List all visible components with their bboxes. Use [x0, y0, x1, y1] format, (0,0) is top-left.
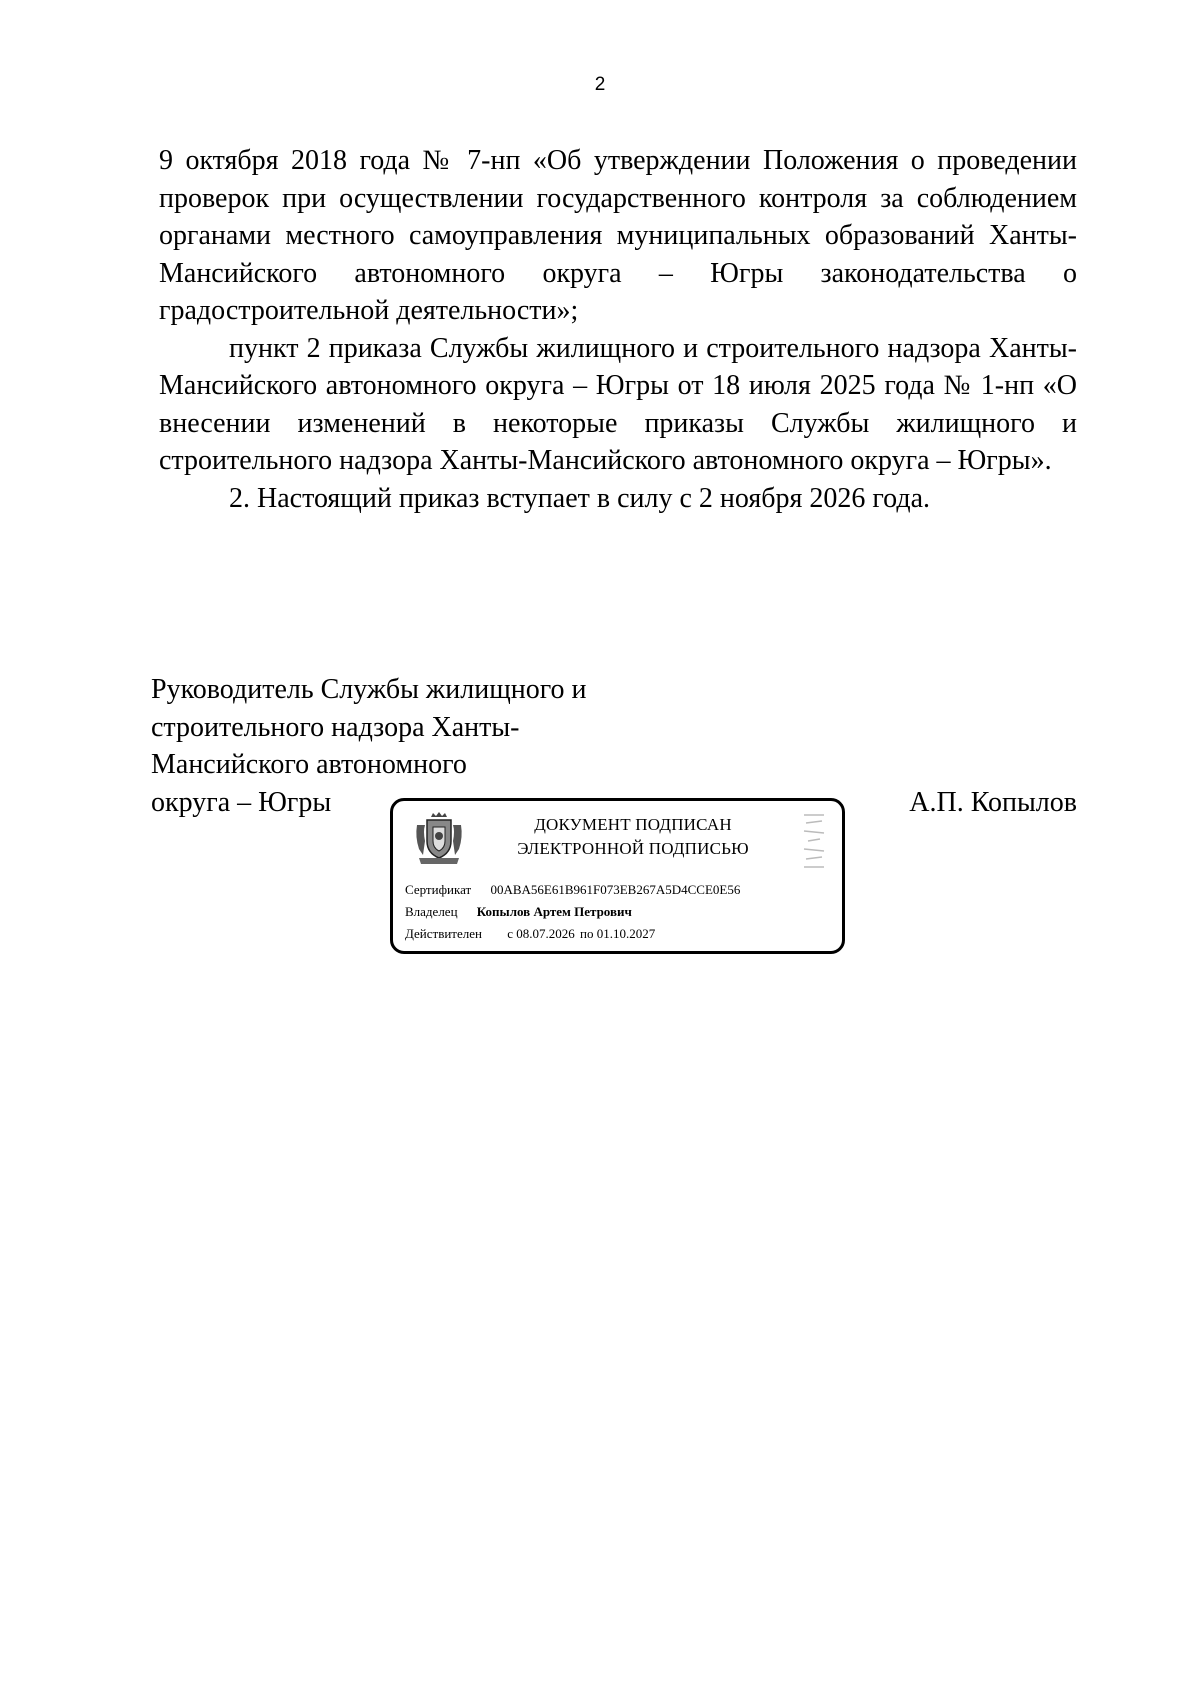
valid-to-date: 01.10.2027	[596, 926, 656, 941]
signer-position-line: округа – Югры	[151, 786, 332, 818]
document-body	[159, 142, 1077, 517]
stamp-validity-row	[405, 925, 655, 943]
paragraph-order-clause: пункт 2 приказа Службы жилищного и строительного надзора Ханты-Мансийского автономного округа – Югры от 18 июля 2025 года № 1-нп «О внесении изменений в некоторые приказы Службы жилищного и строительного надзора Ханты-Мансийского автономного округа – Югры».	[159, 332, 1077, 476]
valid-to-label: по	[580, 926, 594, 941]
owner-value: Копылов Артем Петрович	[476, 904, 632, 919]
stamp-owner-row	[405, 903, 632, 921]
electronic-signature-stamp	[390, 798, 845, 954]
owner-label: Владелец	[405, 904, 458, 919]
stamp-title	[483, 813, 783, 861]
coat-of-arms-icon	[411, 811, 467, 867]
signer-position-line: Мансийского автономного	[151, 749, 467, 780]
stamp-title-line: ДОКУМЕНТ ПОДПИСАН	[534, 815, 732, 834]
stamp-certificate-row	[405, 881, 740, 899]
signer-position-line: Руководитель Службы жилищного и	[151, 674, 587, 705]
stamp-title-line: ЭЛЕКТРОННОЙ ПОДПИСЬЮ	[517, 839, 749, 858]
signer-position-line: строительного надзора Ханты-	[151, 711, 520, 743]
valid-from-date: 08.07.2026	[516, 926, 575, 941]
watermark-icon	[800, 809, 828, 871]
certificate-label: Сертификат	[405, 882, 472, 897]
certificate-value: 00ABA56E61B961F073EB267A5D4CCE0E56	[490, 882, 741, 897]
validity-label: Действителен	[405, 926, 482, 941]
signer-name: А.П. Копылов	[909, 786, 1077, 818]
page-number: 2	[594, 74, 606, 95]
paragraph-act-reference: 9 октября 2018 года № 7-нп «Об утверждении Положения о проведении проверок при осуществлении государственного контроля за соблюдением органами местного самоуправления муниципальных образований Ханты-Мансийского автономного округа – Югры законодательства о градостроительной деятельности»;	[159, 145, 1077, 326]
paragraph-effective-date: 2. Настоящий приказ вступает в силу с 2 ноября 2026 года.	[229, 482, 931, 514]
valid-from-label: с	[507, 926, 513, 941]
